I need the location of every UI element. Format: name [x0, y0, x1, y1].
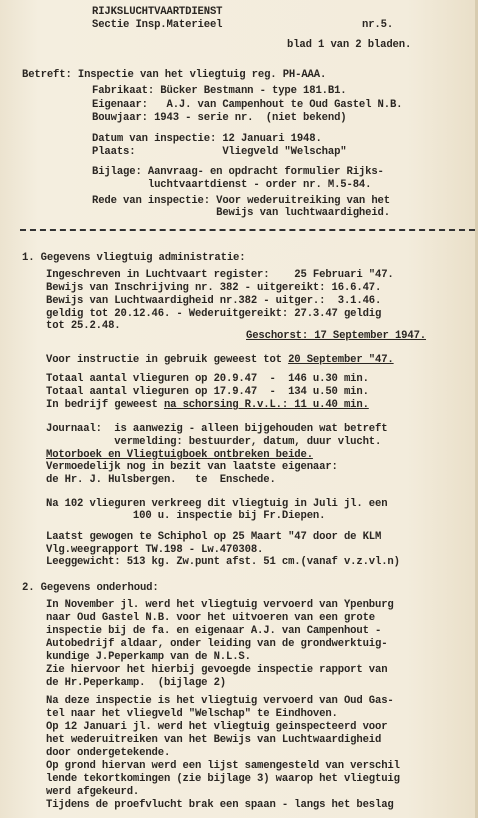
maintenance-line-13: Op grond hiervan werd een lijst samengesteld van verschil: [46, 760, 400, 772]
total-hours-1: Totaal aantal vlieguren op 20.9.47 - 146 u.30 min.: [46, 373, 369, 385]
org-name: RIJKSLUCHTVAARTDIENST: [92, 6, 223, 18]
inspection-history-1: Na 102 vlieguren verkreeg dit vliegtuig in Juli jl. een: [46, 498, 388, 510]
weighing-line-2: Vlg.weegrapport TW.198 - Lw.470308.: [46, 544, 264, 556]
weighing-line-1: Laatst gewogen te Schiphol op 25 Maart "47 door de KLM: [46, 531, 382, 543]
reason-line-1: Rede van inspectie: Voor wederuitreiking van het: [92, 195, 390, 207]
section-name: Sectie Insp.Materieel: [92, 19, 223, 31]
maintenance-line-5: kundige J.Peperkamp van de N.L.S.: [46, 651, 251, 663]
attachment-line-1: Bijlage: Aanvraag- en opdracht formulier Rijks-: [92, 166, 384, 178]
journal-line-1: Journaal: is aanwezig - alleen bijgehouden wat betreft: [46, 423, 388, 435]
hours-after-value: na schorsing R.v.L.: 11 u.40 min.: [163, 399, 369, 411]
inspection-history-2: 100 u. inspectie bij Fr.Diepen.: [46, 510, 326, 522]
owner-name-line: de Hr. J. Hulsbergen. te Enschede.: [46, 474, 276, 486]
empty-weight-line: Leeggewicht: 513 kg. Zw.punt afst. 51 cm.(vanaf v.z.vl.n): [46, 556, 400, 568]
maintenance-line-2: naar Oud Gastel N.B. voor het uitvoeren van een grote: [46, 612, 375, 624]
instruction-use-date: 20 September "47.: [288, 354, 394, 366]
maintenance-line-6: Zie hiervoor het hierbij gevoegde inspectie rapport van: [46, 664, 388, 676]
register-line: Ingeschreven in Luchtvaart register: 25 Februari "47.: [46, 269, 394, 281]
maintenance-line-1: In November jl. werd het vliegtuig vervoerd van Ypenburg: [46, 599, 394, 611]
maintenance-line-3: inspectie bij de fa. en eigenaar A.J. van Campenhout -: [46, 625, 382, 637]
maintenance-line-14: lende tekortkomingen (zie bijlage 3) waarop het vliegtuig: [46, 773, 400, 785]
instruction-use-text: Voor instructie in gebruik geweest tot: [46, 354, 289, 366]
maintenance-line-10: Op 12 Januari jl. werd het vliegtuig geinspecteerd voor: [46, 721, 388, 733]
owner: Eigenaar: A.J. van Campenhout te Oud Gastel N.B.: [92, 99, 403, 111]
maintenance-line-9: tel naar het vliegveld "Welschap" te Eindhoven.: [46, 708, 338, 720]
inspection-place: Plaats: Vliegveld "Welschap": [92, 146, 347, 158]
validity-end: tot 25.2.48.: [46, 320, 121, 332]
logbooks-missing: Motorboek en Vliegtuigboek ontbreken beide.: [46, 449, 313, 461]
document-number: nr.5.: [362, 19, 394, 31]
maintenance-line-12: door ondergetekende.: [46, 747, 171, 759]
maintenance-line-16: Tijdens de proefvlucht brak een spaan - langs het beslag: [46, 799, 394, 811]
journal-line-2: vermelding: bestuurder, datum, duur vlucht.: [46, 436, 382, 448]
suspension-note: Geschorst: 17 September 1947.: [246, 330, 427, 342]
hours-after-text: In bedrijf geweest: [46, 399, 164, 411]
maintenance-line-7: de Hr.Peperkamp. (bijlage 2): [46, 677, 227, 689]
build-year: Bouwjaar: 1943 - serie nr. (niet bekend): [92, 112, 347, 124]
inspection-date: Datum van inspectie: 12 Januari 1948.: [92, 133, 322, 145]
probable-owner-line: Vermoedelijk nog in bezit van laatste eigenaar:: [46, 461, 338, 473]
validity-line: geldig tot 20.12.46. - Wederuitgereikt: 27.3.47 geldig: [46, 308, 382, 320]
maintenance-line-8: Na deze inspectie is het vliegtuig vervoerd van Oud Gas-: [46, 695, 394, 707]
maintenance-line-15: werd afgekeurd.: [46, 786, 140, 798]
instruction-use-line: [46, 355, 394, 366]
maintenance-line-11: het wederuitreiken van het Bewijs van Luchtwaardigheid: [46, 734, 382, 746]
airworthiness-certificate: Bewijs van Luchtwaardigheid nr.382 - uitger.: 3.1.46.: [46, 295, 382, 307]
section-1-heading: 1. Gegevens vliegtuig administratie:: [22, 252, 246, 264]
section-2-heading: 2. Gegevens onderhoud:: [22, 582, 159, 594]
manufacturer: Fabrikaat: Bücker Bestmann - type 181.B1.: [92, 85, 347, 97]
subject-line: Betreft: Inspectie van het vliegtuig reg. PH-AAA.: [22, 69, 327, 81]
reason-line-2: Bewijs van luchtwaardigheid.: [92, 207, 390, 219]
registration-certificate: Bewijs van Inschrijving nr. 382 - uitgereikt: 16.6.47.: [46, 282, 382, 294]
hours-after-suspension: [46, 400, 369, 411]
total-hours-2: Totaal aantal vlieguren op 17.9.47 - 134 u.50 min.: [46, 386, 369, 398]
dashed-divider: [20, 229, 475, 231]
sheet-count: blad 1 van 2 bladen.: [287, 39, 412, 51]
attachment-line-2: luchtvaartdienst - order nr. M.5-84.: [92, 179, 372, 191]
maintenance-line-4: Autobedrijf aldaar, onder leiding van de grondwerktuig-: [46, 638, 388, 650]
